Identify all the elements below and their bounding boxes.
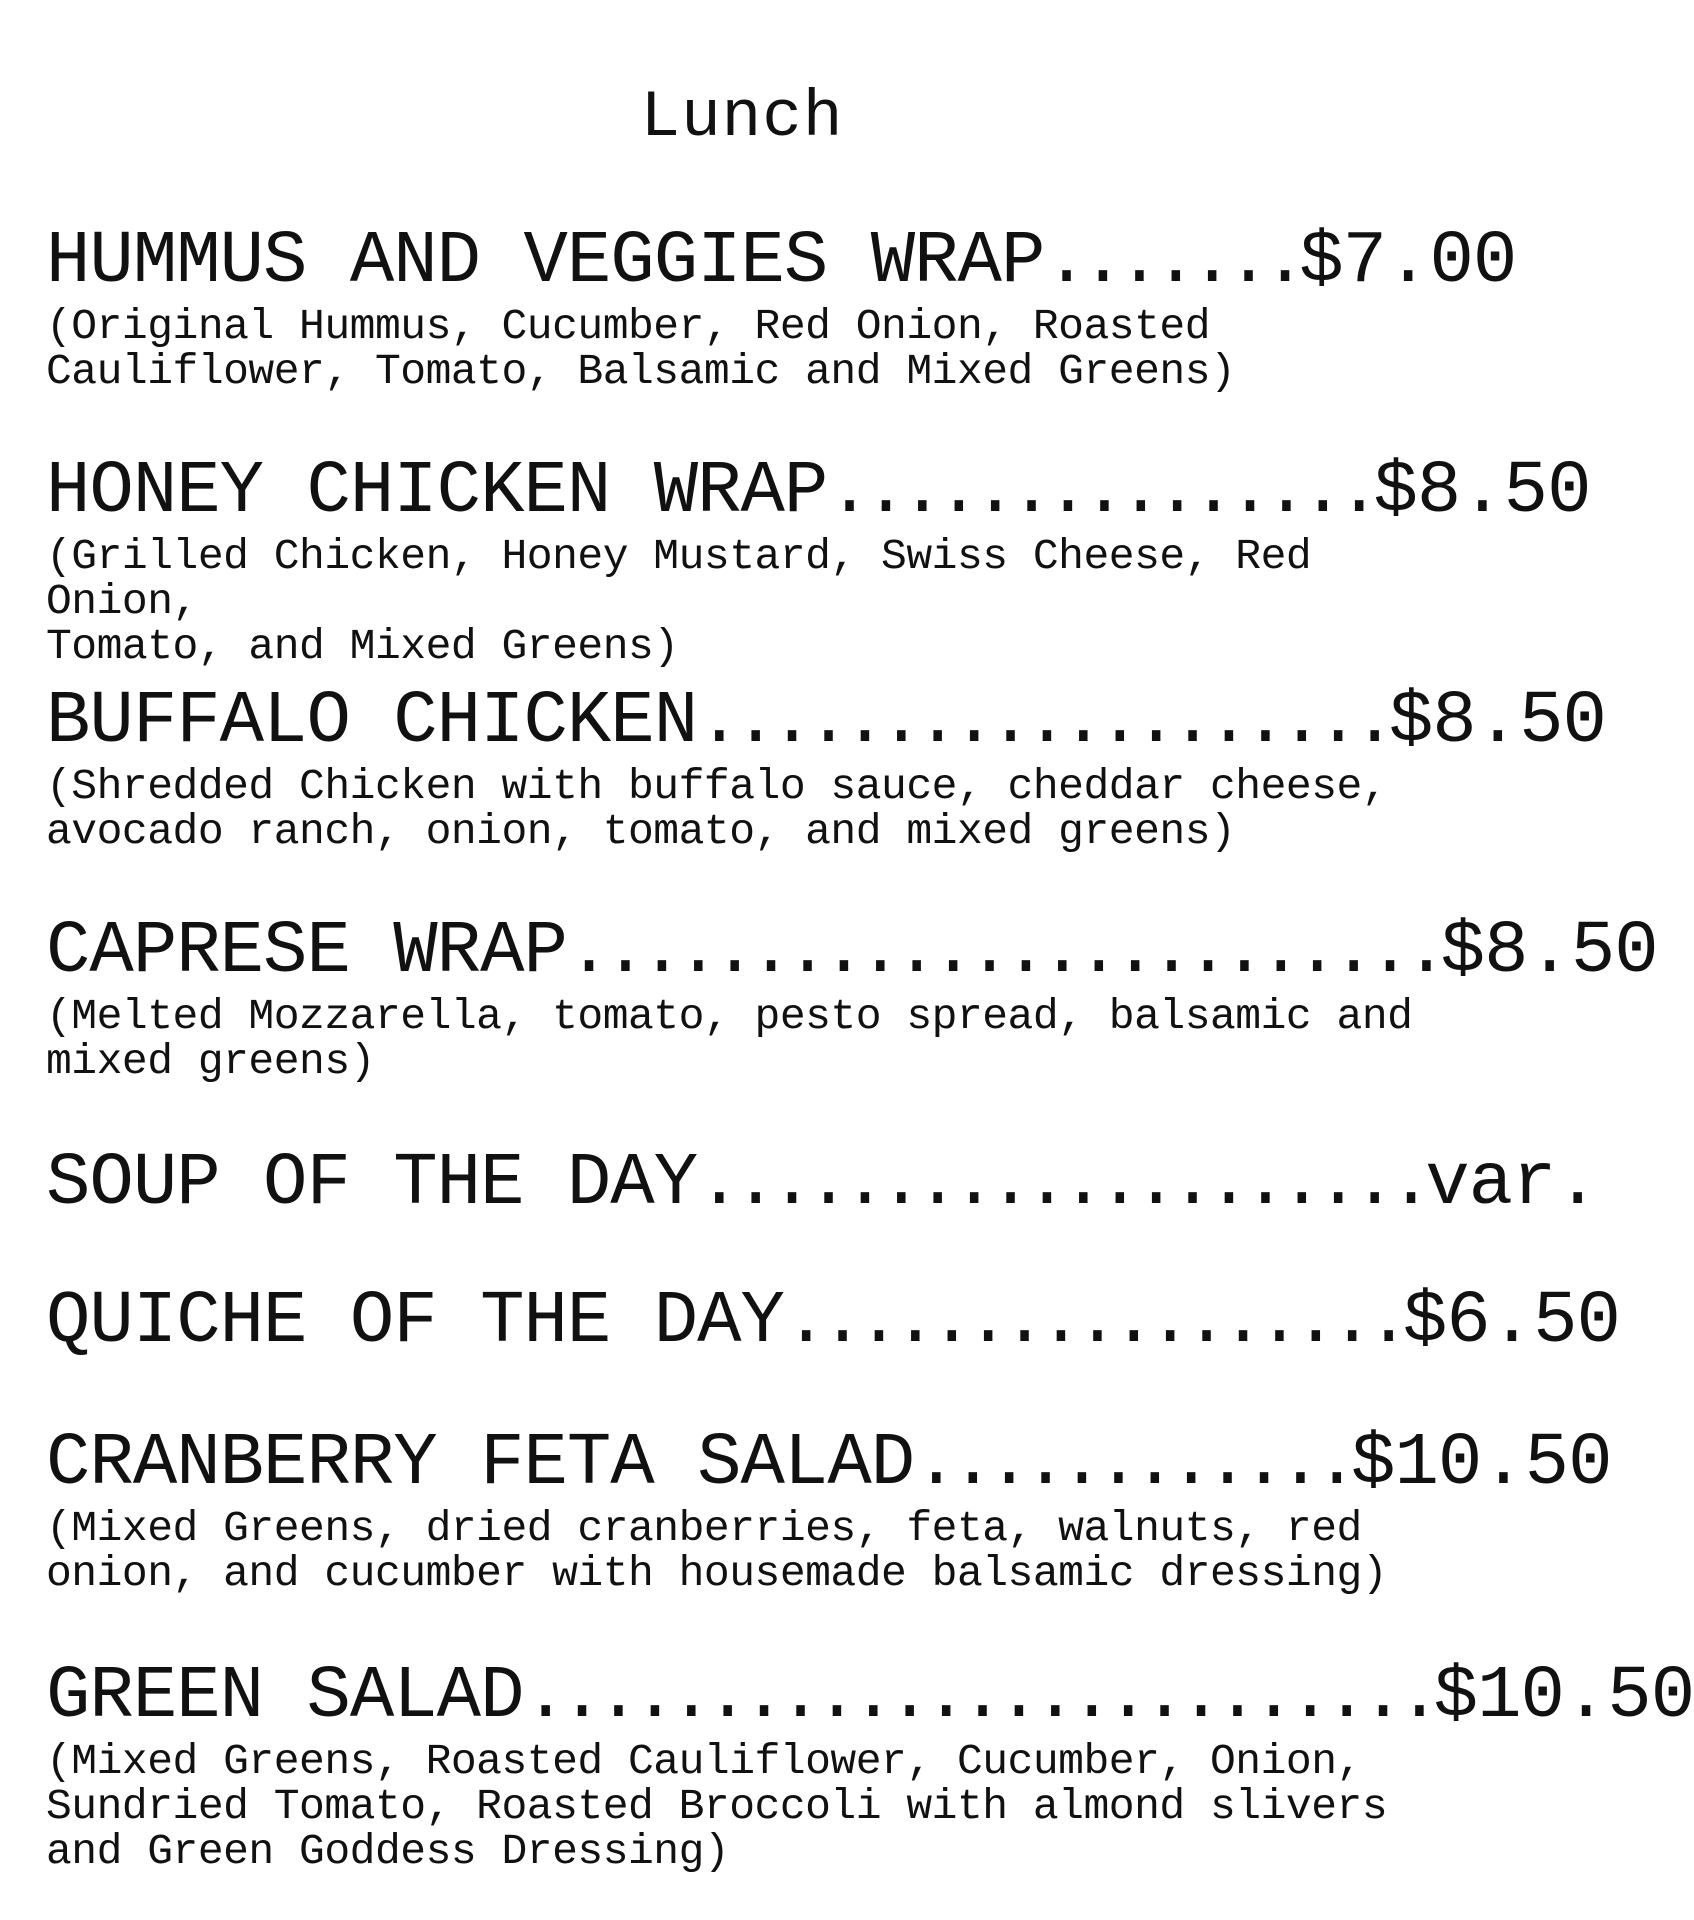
menu-item-buffalo-chicken (46, 680, 1606, 856)
menu-item-description: (Grilled Chicken, Honey Mustard, Swiss Cheese, Red Onion, Tomato, and Mixed Greens) (46, 532, 1312, 671)
menu-item-name: BUFFALO CHICKEN (46, 680, 698, 764)
menu-item-name: CAPRESE WRAP (46, 910, 567, 994)
menu-item-price: $8.50 (1440, 910, 1658, 994)
menu-item-description: (Original Hummus, Cucumber, Red Onion, Roasted Cauliflower, Tomato, Balsamic and Mixed Greens) (46, 302, 1236, 396)
menu-item-cranberry-feta-salad (46, 1422, 1612, 1598)
menu-item-header (46, 910, 1658, 994)
menu-item-honey-chicken-wrap (46, 450, 1591, 671)
menu-item-description: (Shredded Chicken with buffalo sauce, cheddar cheese, avocado ranch, onion, tomato, and mixed greens) (46, 762, 1388, 856)
menu-item-caprese-wrap (46, 910, 1658, 1086)
menu-item-header (46, 680, 1606, 764)
menu-item-price: $8.50 (1373, 450, 1591, 534)
menu-item-header (46, 1142, 1599, 1226)
menu-item-description: (Melted Mozzarella, tomato, pesto spread, balsamic and mixed greens) (46, 992, 1413, 1086)
leader-dots: ....... (1044, 220, 1300, 304)
menu-item-price: $10.50 (1351, 1422, 1612, 1506)
leader-dots: ........................ (566, 910, 1441, 994)
leader-dots: ................. (783, 1280, 1403, 1364)
menu-item-price: $10.50 (1433, 1655, 1694, 1739)
menu-item-header (46, 450, 1591, 534)
page-title: Lunch (640, 80, 844, 155)
menu-item-price: $6.50 (1402, 1280, 1620, 1364)
menu-item-header (46, 1422, 1612, 1506)
menu-item-name: CRANBERRY FETA SALAD (46, 1422, 915, 1506)
menu-item-name: HUMMUS AND VEGGIES WRAP (46, 220, 1045, 304)
menu-item-price: $7.00 (1299, 220, 1517, 304)
menu-item-header (46, 1655, 1694, 1739)
leader-dots: ......................... (523, 1655, 1434, 1739)
menu-item-description: (Mixed Greens, Roasted Cauliflower, Cucumber, Onion, Sundried Tomato, Roasted Broccoli with almond slivers and Green Goddess Dressing) (46, 1737, 1388, 1876)
menu-item-name: SOUP OF THE DAY (46, 1142, 698, 1226)
menu-item-name: HONEY CHICKEN WRAP (46, 450, 828, 534)
menu-item-hummus-veggies-wrap (46, 220, 1517, 396)
menu-item-soup-of-the-day (46, 1142, 1599, 1226)
menu-item-green-salad (46, 1655, 1694, 1876)
menu-item-header (46, 220, 1517, 304)
menu-item-name: QUICHE OF THE DAY (46, 1280, 784, 1364)
menu-item-quiche-of-the-day (46, 1280, 1620, 1364)
leader-dots: ............ (914, 1422, 1352, 1506)
menu-item-price: var. (1425, 1142, 1599, 1226)
leader-dots: .................... (697, 1142, 1426, 1226)
menu-item-header (46, 1280, 1620, 1364)
menu-item-description: (Mixed Greens, dried cranberries, feta, walnuts, red onion, and cucumber with housemade balsamic dressing) (46, 1504, 1388, 1598)
leader-dots: ................... (697, 680, 1389, 764)
leader-dots: ............... (827, 450, 1374, 534)
menu-item-name: GREEN SALAD (46, 1655, 524, 1739)
menu-item-price: $8.50 (1388, 680, 1606, 764)
